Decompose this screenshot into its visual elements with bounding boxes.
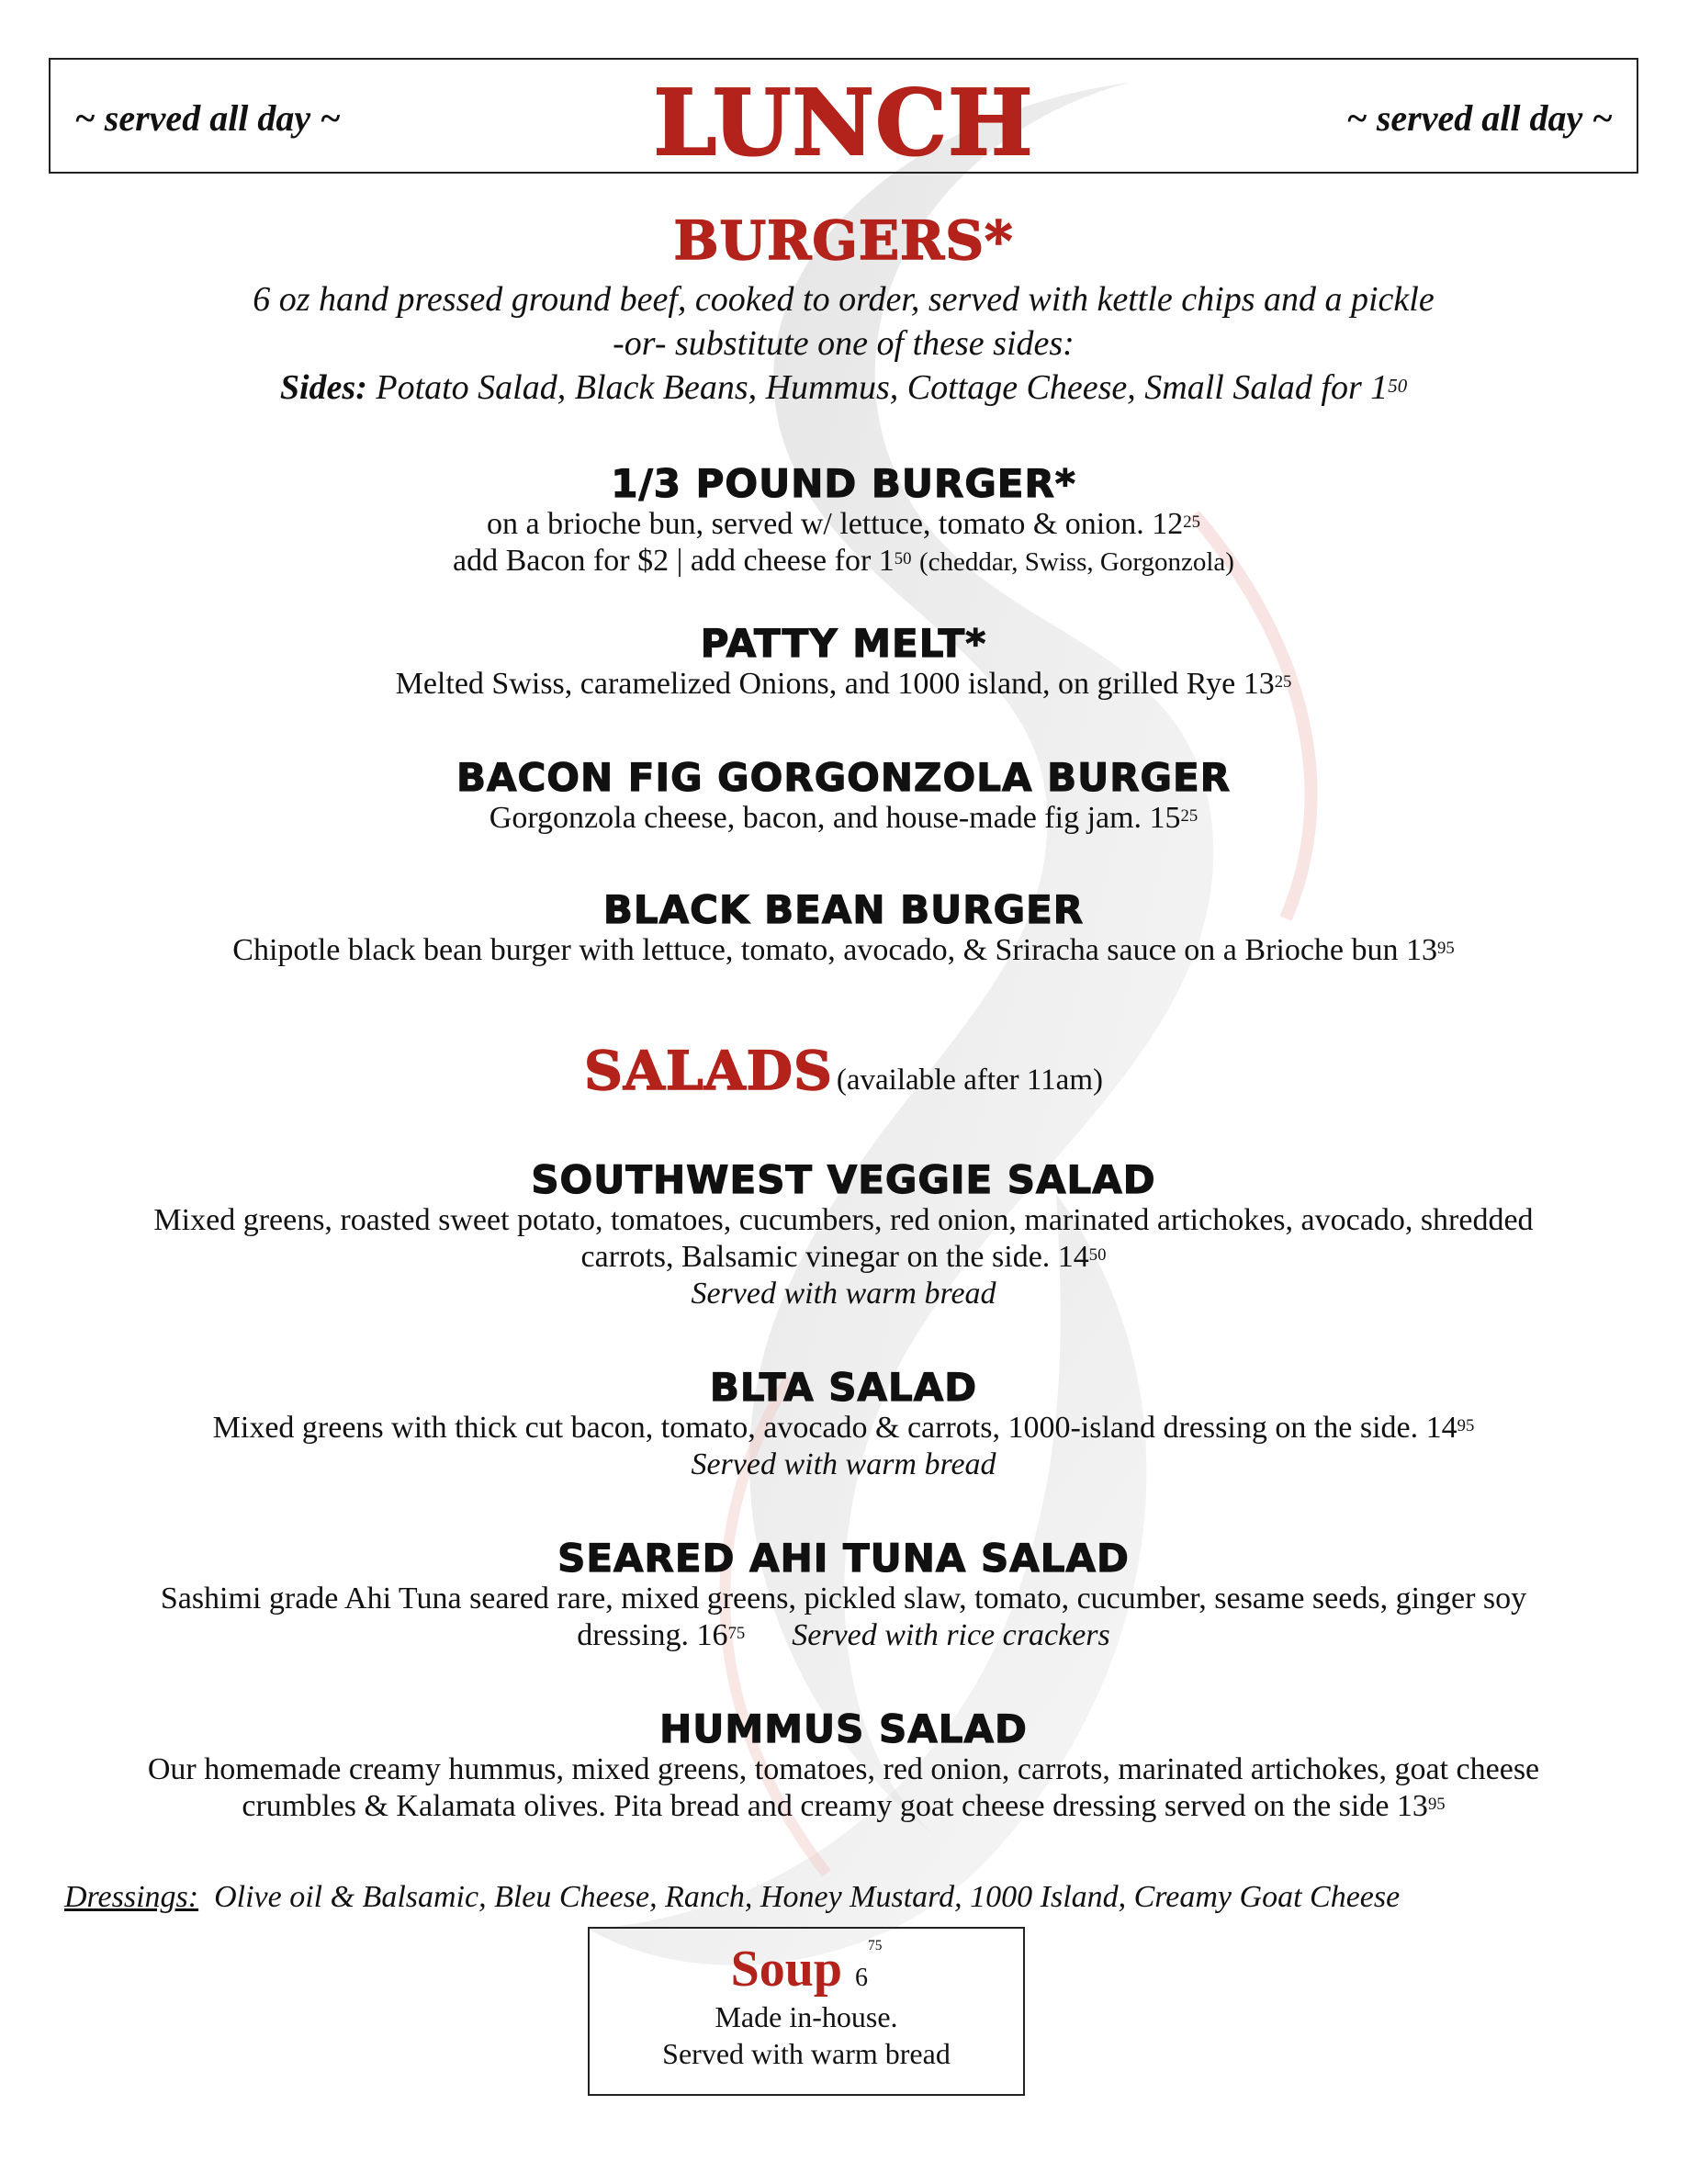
item-desc-text: on a brioche bun, served w/ lettuce, tomato & onion. 12 [487,507,1184,541]
item-price-cents: 25 [1274,672,1292,692]
item-name: BLACK BEAN BURGER [602,887,1085,932]
burgers-heading-block [49,209,1638,272]
item-name: BACON FIG GORGONZOLA BURGER [456,755,1232,800]
menu-title: LUNCH [653,71,1034,176]
item-name: HUMMUS SALAD [659,1706,1028,1751]
menu-item [49,621,1638,703]
soup-desc-line2: Served with warm bread [662,2037,951,2070]
burgers-intro [49,277,1638,410]
addon-cents: 50 [894,549,912,569]
addon-cheese-options: (cheddar, Swiss, Gorgonzola) [918,547,1234,577]
soup-desc-line1: Made in-house. [715,2000,898,2033]
menu-item [49,755,1638,837]
sides-text: Potato Salad, Black Beans, Hummus, Cottage Cheese, Small Salad for 1 [376,368,1389,407]
item-desc-line2 [49,1788,1638,1825]
item-desc-line1: Our homemade creamy hummus, mixed greens, tomatoes, red onion, carrots, marinated artichokes, goat cheese [147,1752,1540,1786]
item-desc-text: Melted Swiss, caramelized Onions, and 1000 island, on grilled Rye 13 [395,667,1275,701]
item-price-cents: 25 [1183,512,1200,532]
item-desc-text: dressing. 16 [577,1618,728,1652]
soup-header [590,1940,1023,1998]
item-desc-text: Mixed greens with thick cut bacon, tomato, avocado & carrots, 1000-island dressing on the side. 14 [212,1411,1457,1445]
item-name: BLTA SALAD [709,1365,978,1410]
salads-availability-note: (available after 11am) [836,1064,1103,1097]
addon-text: add Bacon for $2 | add cheese for 1 [453,544,895,578]
soup-box [588,1927,1025,2096]
item-desc [49,1410,1638,1447]
item-addons [49,543,1638,580]
item-desc-line2 [49,1239,1638,1276]
burgers-sides [49,366,1638,410]
section-title-burgers: BURGERS* [673,209,1014,272]
item-price-cents: 75 [727,1624,746,1643]
menu-item [49,461,1638,580]
item-name: PATTY MELT* [700,621,987,666]
item-name: SOUTHWEST VEGGIE SALAD [531,1157,1156,1202]
item-desc-text: carrots, Balsamic vinegar on the side. 14 [580,1240,1089,1274]
header-box [49,58,1638,174]
menu-item [49,1706,1638,1825]
item-served-with: Served with warm bread [691,1447,996,1481]
item-desc [49,666,1638,703]
item-desc-line1: Sashimi grade Ahi Tuna seared rare, mixed greens, pickled slaw, tomato, cucumber, sesame seeds, ginger soy [160,1582,1527,1615]
item-served-with: Served with warm bread [691,1277,996,1311]
soup-price [855,1938,883,1992]
item-served-with: Served with rice crackers [792,1618,1110,1652]
soup-price-cents: 75 [868,1938,883,1953]
soup-price-dollars: 6 [855,1964,869,1992]
section-title-salads: SALADS [584,1040,833,1102]
dressings-line [64,1880,1400,1915]
menu-item [49,1536,1638,1654]
burgers-intro-line2: -or- substitute one of these sides: [613,324,1075,363]
item-desc-line2 [49,1617,1638,1654]
item-price-cents: 95 [1437,939,1455,958]
item-desc [49,932,1638,969]
item-desc-line1: Mixed greens, roasted sweet potato, tomatoes, cucumbers, red onion, marinated artichokes, avocado, shredded [153,1203,1534,1237]
item-desc [49,506,1638,543]
item-price-cents: 25 [1180,806,1198,826]
item-name: 1/3 POUND BURGER* [611,461,1076,506]
item-desc [49,800,1638,837]
dressings-label: Dressings: [64,1880,199,1914]
served-all-day-right: ~ served all day ~ [1346,97,1613,139]
item-desc-text: Chipotle black bean burger with lettuce, tomato, avocado, & Sriracha sauce on a Brioche bun 13 [232,933,1438,967]
menu-item [49,1365,1638,1483]
salads-heading-block [49,1040,1638,1102]
sides-label: Sides: [279,368,367,407]
soup-title: Soup [730,1941,843,1998]
burgers-intro-line1: 6 oz hand pressed ground beef, cooked to order, served with kettle chips and a pickle [253,280,1435,319]
item-price-cents: 95 [1427,1795,1446,1814]
menu-item [49,1157,1638,1312]
item-desc-text: Gorgonzola cheese, bacon, and house-made fig jam. 15 [489,801,1181,835]
item-price-cents: 95 [1457,1416,1475,1435]
dressings-list: Olive oil & Balsamic, Bleu Cheese, Ranch, Honey Mustard, 1000 Island, Creamy Goat Cheese [214,1880,1401,1914]
sides-price-cents: 50 [1388,375,1408,397]
served-all-day-left: ~ served all day ~ [74,97,341,139]
menu-item [49,887,1638,969]
item-name: SEARED AHI TUNA SALAD [557,1536,1130,1581]
item-desc-text: crumbles & Kalamata olives. Pita bread and creamy goat cheese dressing served on the side 13 [242,1789,1428,1823]
item-price-cents: 50 [1088,1245,1107,1265]
